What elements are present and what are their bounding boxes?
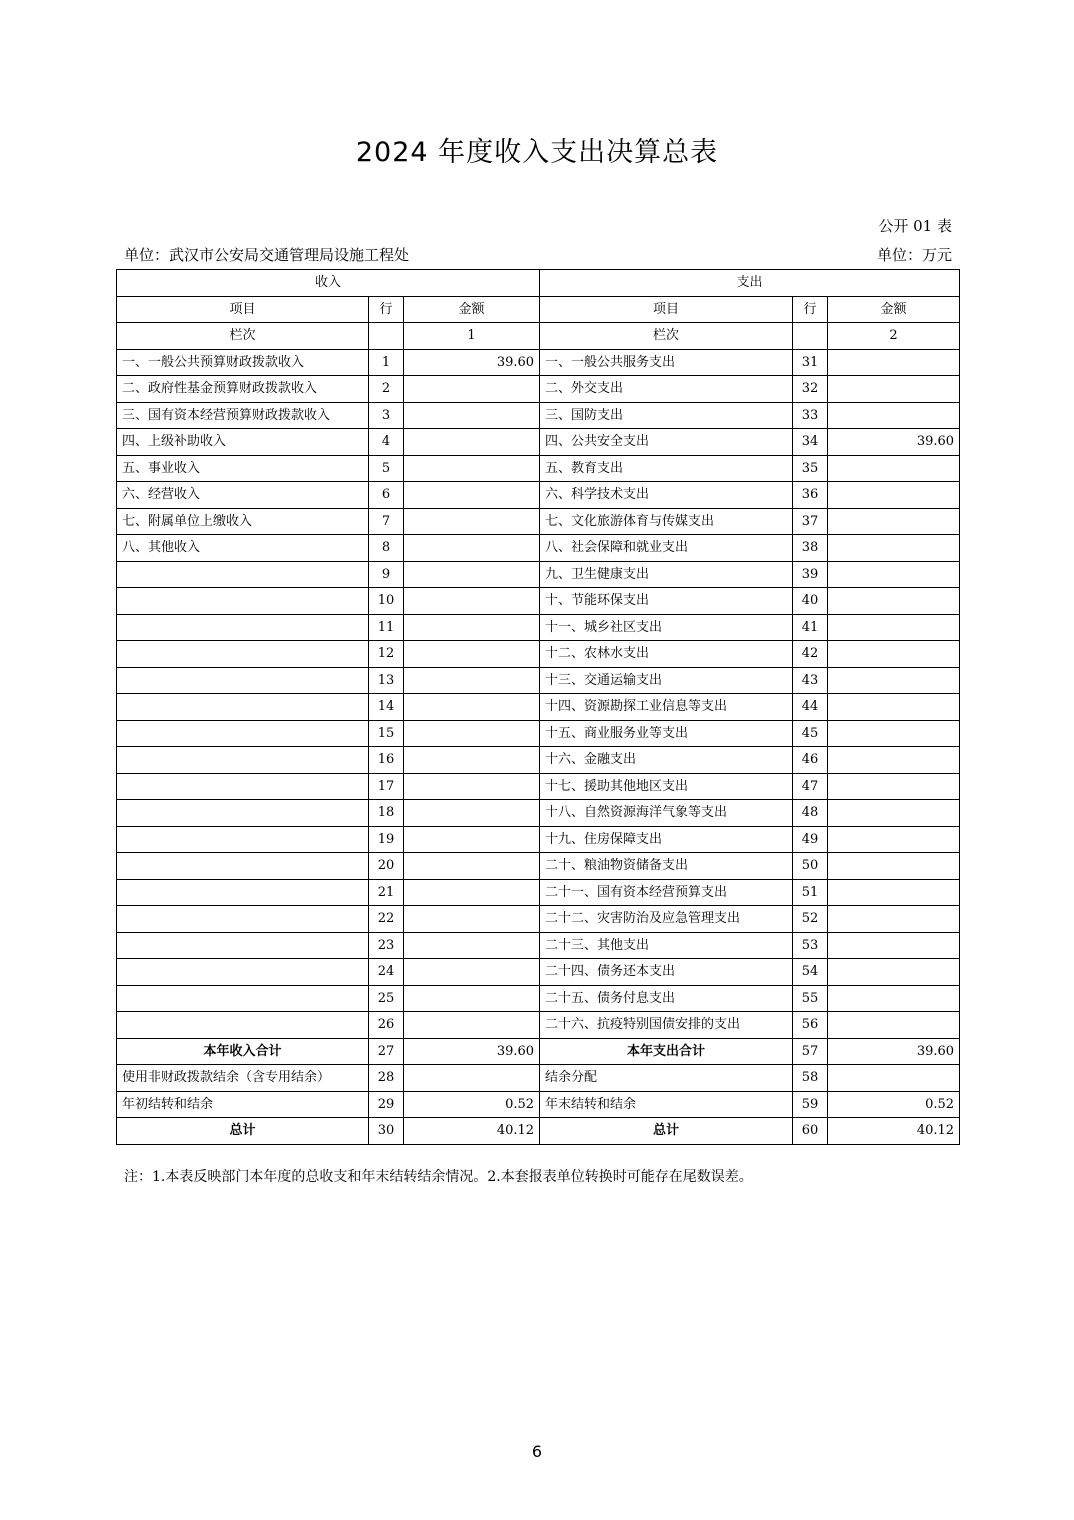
income-amount-cell — [404, 1012, 540, 1039]
income-item-cell — [117, 1012, 369, 1039]
income-line-cell: 12 — [369, 641, 404, 668]
expense-item-cell: 年末结转和结余 — [540, 1091, 793, 1118]
income-amount-cell — [404, 773, 540, 800]
income-item-cell: 使用非财政拨款结余（含专用结余） — [117, 1065, 369, 1092]
expense-column-no-empty — [793, 323, 828, 350]
expense-item-cell: 十四、资源勘探工业信息等支出 — [540, 694, 793, 721]
income-item-cell: 总计 — [117, 1118, 369, 1145]
expense-item-cell: 七、文化旅游体育与传媒支出 — [540, 508, 793, 535]
expense-line-cell: 40 — [793, 588, 828, 615]
unit-organization: 单位：武汉市公安局交通管理局设施工程处 — [124, 246, 410, 264]
income-amount-cell — [404, 588, 540, 615]
income-amount-cell: 39.60 — [404, 349, 540, 376]
table-row — [117, 429, 960, 456]
table-row — [117, 879, 960, 906]
table-row — [117, 641, 960, 668]
expense-amount-cell — [828, 482, 960, 509]
income-amount-cell — [404, 694, 540, 721]
expense-item-cell: 十五、商业服务业等支出 — [540, 720, 793, 747]
expense-amount-cell — [828, 349, 960, 376]
table-row — [117, 1038, 960, 1065]
income-amount-cell — [404, 1065, 540, 1092]
expense-item-cell: 五、教育支出 — [540, 455, 793, 482]
expense-item-cell: 二十二、灾害防治及应急管理支出 — [540, 906, 793, 933]
income-item-cell — [117, 720, 369, 747]
income-item-cell: 二、政府性基金预算财政拨款收入 — [117, 376, 369, 403]
income-item-cell — [117, 773, 369, 800]
footnote: 注：1.本表反映部门本年度的总收支和年末结转结余情况。2.本套报表单位转换时可能存在尾数误差。 — [124, 1169, 753, 1185]
expense-line-cell: 45 — [793, 720, 828, 747]
table-row — [117, 667, 960, 694]
table-row — [117, 482, 960, 509]
income-amount-cell — [404, 508, 540, 535]
income-line-cell: 13 — [369, 667, 404, 694]
income-line-cell: 21 — [369, 879, 404, 906]
expense-amount-cell — [828, 588, 960, 615]
expense-column-no-label: 栏次 — [540, 323, 793, 350]
expense-amount-cell — [828, 773, 960, 800]
expense-line-cell: 51 — [793, 879, 828, 906]
table-row — [117, 985, 960, 1012]
income-line-cell: 6 — [369, 482, 404, 509]
expense-amount-cell — [828, 747, 960, 774]
income-line-cell: 15 — [369, 720, 404, 747]
income-line-cell: 11 — [369, 614, 404, 641]
income-item-header: 项目 — [117, 296, 369, 323]
income-amount-cell — [404, 402, 540, 429]
income-line-cell: 4 — [369, 429, 404, 456]
expense-line-cell: 31 — [793, 349, 828, 376]
income-line-cell: 24 — [369, 959, 404, 986]
income-item-cell — [117, 959, 369, 986]
income-line-cell: 3 — [369, 402, 404, 429]
header-section-row — [117, 270, 960, 297]
income-item-cell — [117, 932, 369, 959]
table-row — [117, 1065, 960, 1092]
income-line-cell: 10 — [369, 588, 404, 615]
income-item-cell: 八、其他收入 — [117, 535, 369, 562]
table-row — [117, 402, 960, 429]
table-row — [117, 508, 960, 535]
expense-line-cell: 52 — [793, 906, 828, 933]
income-item-cell — [117, 588, 369, 615]
expense-amount-cell — [828, 826, 960, 853]
expense-amount-cell — [828, 694, 960, 721]
expense-line-cell: 56 — [793, 1012, 828, 1039]
income-item-cell — [117, 641, 369, 668]
income-column-no-empty — [369, 323, 404, 350]
expense-line-cell: 35 — [793, 455, 828, 482]
table-row — [117, 747, 960, 774]
income-amount-cell — [404, 667, 540, 694]
income-amount-cell — [404, 561, 540, 588]
expense-amount-cell: 39.60 — [828, 429, 960, 456]
expense-item-cell: 二十六、抗疫特别国债安排的支出 — [540, 1012, 793, 1039]
header-column-row — [117, 296, 960, 323]
expense-item-cell: 十三、交通运输支出 — [540, 667, 793, 694]
income-line-cell: 14 — [369, 694, 404, 721]
expense-amount-cell — [828, 641, 960, 668]
expense-item-cell: 二十一、国有资本经营预算支出 — [540, 879, 793, 906]
table-row — [117, 826, 960, 853]
expense-item-cell: 二十五、债务付息支出 — [540, 985, 793, 1012]
expense-amount-cell — [828, 455, 960, 482]
expense-item-cell: 十八、自然资源海洋气象等支出 — [540, 800, 793, 827]
income-amount-cell — [404, 429, 540, 456]
budget-table — [116, 269, 960, 1145]
income-item-cell: 一、一般公共预算财政拨款收入 — [117, 349, 369, 376]
expense-line-cell: 34 — [793, 429, 828, 456]
expense-line-cell: 49 — [793, 826, 828, 853]
table-row — [117, 1118, 960, 1145]
income-line-cell: 19 — [369, 826, 404, 853]
income-line-cell: 9 — [369, 561, 404, 588]
income-item-cell — [117, 561, 369, 588]
expense-amount-cell — [828, 402, 960, 429]
expense-line-cell: 38 — [793, 535, 828, 562]
expense-header: 支出 — [540, 270, 960, 297]
table-row — [117, 535, 960, 562]
expense-amount-cell: 40.12 — [828, 1118, 960, 1145]
income-line-cell: 27 — [369, 1038, 404, 1065]
expense-line-cell: 43 — [793, 667, 828, 694]
income-item-cell — [117, 853, 369, 880]
expense-item-cell: 本年支出合计 — [540, 1038, 793, 1065]
expense-line-cell: 57 — [793, 1038, 828, 1065]
expense-item-cell: 一、一般公共服务支出 — [540, 349, 793, 376]
income-amount-cell — [404, 376, 540, 403]
income-item-cell: 本年收入合计 — [117, 1038, 369, 1065]
expense-amount-cell — [828, 508, 960, 535]
income-amount-header: 金额 — [404, 296, 540, 323]
expense-line-cell: 54 — [793, 959, 828, 986]
expense-amount-cell — [828, 879, 960, 906]
table-row — [117, 773, 960, 800]
income-item-cell — [117, 879, 369, 906]
income-line-cell: 18 — [369, 800, 404, 827]
expense-line-cell: 48 — [793, 800, 828, 827]
expense-item-cell: 十一、城乡社区支出 — [540, 614, 793, 641]
expense-item-cell: 十二、农林水支出 — [540, 641, 793, 668]
expense-amount-cell — [828, 376, 960, 403]
income-line-cell: 1 — [369, 349, 404, 376]
expense-item-cell: 四、公共安全支出 — [540, 429, 793, 456]
income-amount-cell — [404, 614, 540, 641]
income-item-cell: 三、国有资本经营预算财政拨款收入 — [117, 402, 369, 429]
income-amount-cell — [404, 985, 540, 1012]
expense-line-cell: 50 — [793, 853, 828, 880]
expense-line-cell: 44 — [793, 694, 828, 721]
column-number-row — [117, 323, 960, 350]
expense-item-cell: 二十、粮油物资储备支出 — [540, 853, 793, 880]
table-row — [117, 932, 960, 959]
expense-amount-cell — [828, 561, 960, 588]
income-amount-cell — [404, 906, 540, 933]
income-item-cell — [117, 800, 369, 827]
table-row — [117, 1091, 960, 1118]
table-row — [117, 376, 960, 403]
income-item-cell: 年初结转和结余 — [117, 1091, 369, 1118]
expense-item-cell: 十六、金融支出 — [540, 747, 793, 774]
table-row — [117, 959, 960, 986]
income-amount-cell — [404, 747, 540, 774]
expense-amount-cell — [828, 720, 960, 747]
expense-line-cell: 36 — [793, 482, 828, 509]
expense-column-no: 2 — [828, 323, 960, 350]
expense-line-cell: 47 — [793, 773, 828, 800]
expense-item-cell: 十七、援助其他地区支出 — [540, 773, 793, 800]
expense-amount-cell — [828, 853, 960, 880]
expense-item-cell: 二十四、债务还本支出 — [540, 959, 793, 986]
expense-item-cell: 十、节能环保支出 — [540, 588, 793, 615]
income-amount-cell — [404, 482, 540, 509]
table-row — [117, 588, 960, 615]
income-amount-cell — [404, 800, 540, 827]
income-column-no-label: 栏次 — [117, 323, 369, 350]
income-item-cell — [117, 667, 369, 694]
expense-line-cell: 33 — [793, 402, 828, 429]
income-line-cell: 28 — [369, 1065, 404, 1092]
income-column-no: 1 — [404, 323, 540, 350]
table-row — [117, 349, 960, 376]
income-amount-cell — [404, 853, 540, 880]
expense-line-cell: 59 — [793, 1091, 828, 1118]
expense-item-cell: 二十三、其他支出 — [540, 932, 793, 959]
expense-amount-cell — [828, 535, 960, 562]
income-amount-cell — [404, 959, 540, 986]
expense-item-cell: 结余分配 — [540, 1065, 793, 1092]
expense-item-header: 项目 — [540, 296, 793, 323]
expense-amount-cell — [828, 667, 960, 694]
income-line-cell: 20 — [369, 853, 404, 880]
income-item-cell: 七、附属单位上缴收入 — [117, 508, 369, 535]
income-item-cell — [117, 826, 369, 853]
income-item-cell — [117, 694, 369, 721]
expense-line-cell: 37 — [793, 508, 828, 535]
expense-amount-cell — [828, 1012, 960, 1039]
income-header: 收入 — [117, 270, 540, 297]
expense-line-cell: 46 — [793, 747, 828, 774]
income-line-cell: 29 — [369, 1091, 404, 1118]
income-amount-cell — [404, 535, 540, 562]
expense-line-cell: 58 — [793, 1065, 828, 1092]
table-row — [117, 800, 960, 827]
expense-item-cell: 二、外交支出 — [540, 376, 793, 403]
expense-amount-cell — [828, 932, 960, 959]
income-amount-cell: 39.60 — [404, 1038, 540, 1065]
income-item-cell — [117, 747, 369, 774]
income-line-cell: 7 — [369, 508, 404, 535]
expense-item-cell: 三、国防支出 — [540, 402, 793, 429]
expense-amount-cell — [828, 800, 960, 827]
table-code: 公开 01 表 — [878, 217, 952, 235]
income-line-header: 行 — [369, 296, 404, 323]
expense-amount-cell — [828, 906, 960, 933]
income-line-cell: 23 — [369, 932, 404, 959]
table-row — [117, 614, 960, 641]
income-amount-cell — [404, 720, 540, 747]
expense-amount-cell — [828, 1065, 960, 1092]
expense-amount-cell — [828, 985, 960, 1012]
income-line-cell: 17 — [369, 773, 404, 800]
income-amount-cell — [404, 641, 540, 668]
table-row — [117, 694, 960, 721]
income-item-cell — [117, 614, 369, 641]
expense-line-cell: 53 — [793, 932, 828, 959]
expense-item-cell: 十九、住房保障支出 — [540, 826, 793, 853]
page-title: 2024 年度收入支出决算总表 — [355, 137, 719, 168]
expense-line-header: 行 — [793, 296, 828, 323]
income-line-cell: 8 — [369, 535, 404, 562]
table-row — [117, 853, 960, 880]
income-amount-cell — [404, 826, 540, 853]
income-amount-cell — [404, 455, 540, 482]
expense-amount-header: 金额 — [828, 296, 960, 323]
unit-currency: 单位：万元 — [876, 246, 952, 264]
income-line-cell: 25 — [369, 985, 404, 1012]
income-line-cell: 30 — [369, 1118, 404, 1145]
income-item-cell — [117, 985, 369, 1012]
expense-amount-cell: 39.60 — [828, 1038, 960, 1065]
expense-item-cell: 六、科学技术支出 — [540, 482, 793, 509]
income-line-cell: 5 — [369, 455, 404, 482]
expense-line-cell: 32 — [793, 376, 828, 403]
income-line-cell: 16 — [369, 747, 404, 774]
expense-line-cell: 55 — [793, 985, 828, 1012]
table-row — [117, 1012, 960, 1039]
income-line-cell: 2 — [369, 376, 404, 403]
expense-amount-cell: 0.52 — [828, 1091, 960, 1118]
income-item-cell: 五、事业收入 — [117, 455, 369, 482]
expense-line-cell: 39 — [793, 561, 828, 588]
expense-amount-cell — [828, 614, 960, 641]
table-row — [117, 906, 960, 933]
table-row — [117, 720, 960, 747]
income-item-cell — [117, 906, 369, 933]
income-item-cell: 四、上级补助收入 — [117, 429, 369, 456]
income-amount-cell: 40.12 — [404, 1118, 540, 1145]
income-amount-cell: 0.52 — [404, 1091, 540, 1118]
income-line-cell: 26 — [369, 1012, 404, 1039]
expense-item-cell: 八、社会保障和就业支出 — [540, 535, 793, 562]
expense-item-cell: 九、卫生健康支出 — [540, 561, 793, 588]
income-amount-cell — [404, 879, 540, 906]
income-line-cell: 22 — [369, 906, 404, 933]
income-item-cell: 六、经营收入 — [117, 482, 369, 509]
expense-line-cell: 60 — [793, 1118, 828, 1145]
table-row — [117, 455, 960, 482]
expense-amount-cell — [828, 959, 960, 986]
table-row — [117, 561, 960, 588]
page-number: 6 — [531, 1442, 543, 1461]
income-amount-cell — [404, 932, 540, 959]
expense-item-cell: 总计 — [540, 1118, 793, 1145]
expense-line-cell: 42 — [793, 641, 828, 668]
expense-line-cell: 41 — [793, 614, 828, 641]
